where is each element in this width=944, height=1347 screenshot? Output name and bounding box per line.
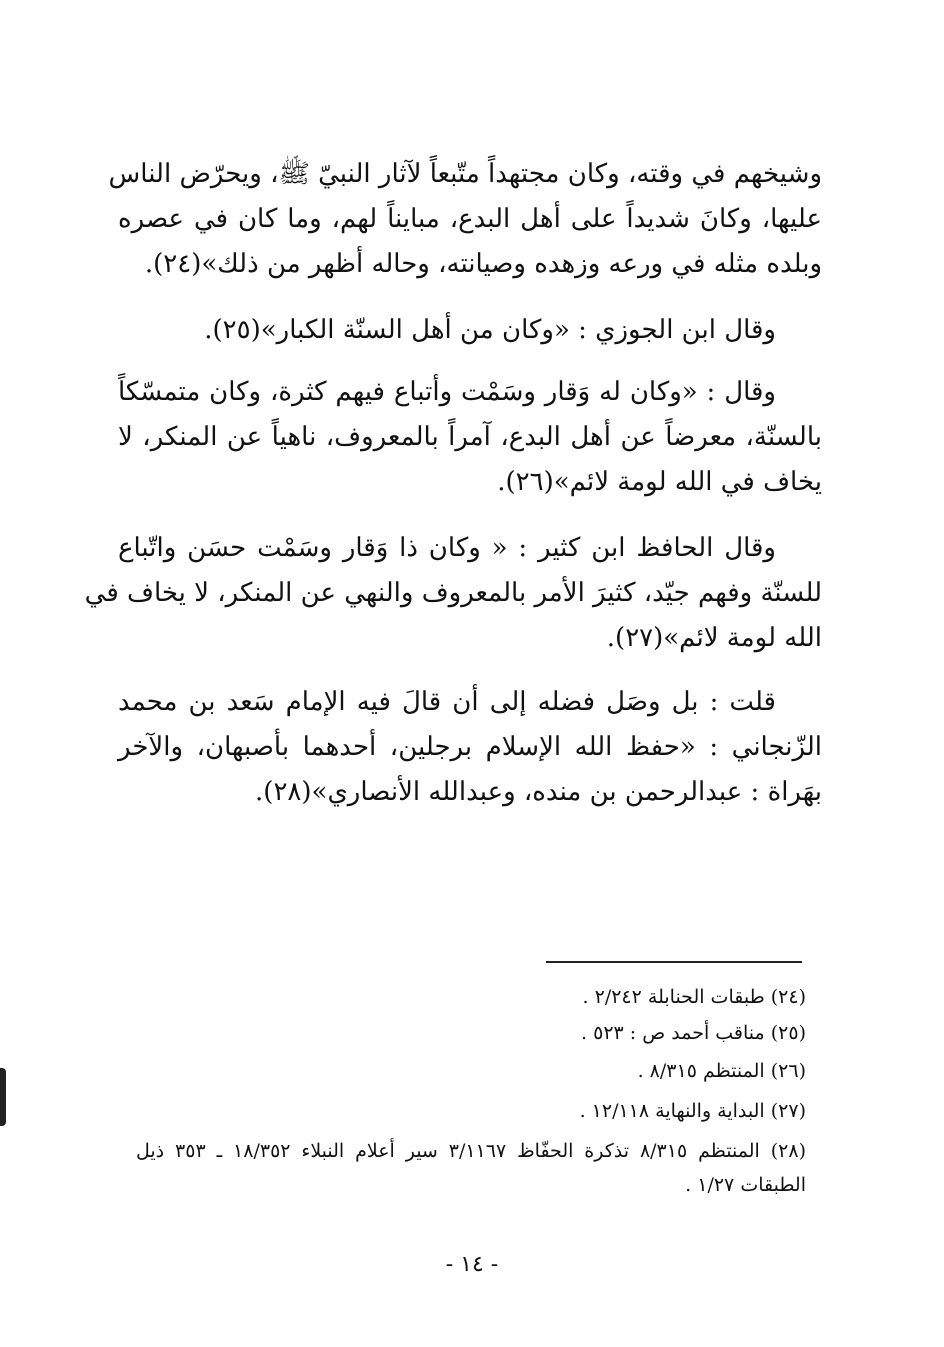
paragraph-line: وقال ابن الجوزي : «وكان من أهل السنّة الكبار»(٢٥).: [204, 315, 776, 345]
paragraph-line: وشيخهم في وقته، وكان مجتهداً متّبعاً لآثار النبيّ ﷺ، ويحرّض الناس: [108, 159, 822, 189]
page-number: - ١٤ -: [445, 1252, 499, 1277]
paragraph-2: [118, 308, 822, 353]
paragraph-4: [84, 526, 822, 661]
footnote-27: (٢٧) البداية والنهاية ١٢/١١٨ .: [579, 1100, 806, 1122]
paragraph-line: للسنّة وفهم جيّد، كثيرَ الأمر بالمعروف والنهي عن المنكر، لا يخاف في: [84, 578, 822, 608]
paragraph-line: بالسنّة، معرضاً عن أهل البدع، آمراً بالمعروف، ناهياً عن المنكر، لا: [118, 422, 822, 452]
paragraph-line: بهَراة : عبدالرحمن بن منده، وعبدالله الأنصاري»(٢٨).: [255, 777, 822, 807]
footnote-separator: [546, 961, 802, 963]
paragraph-1: [108, 152, 822, 287]
paragraph-line: الزّنجاني : «حفظ الله الإسلام برجلين، أحدهما بأصبهان، والآخر: [118, 732, 822, 762]
paragraph-line: وبلده مثله في ورعه وزهده وصيانته، وحاله أظهر من ذلك»(٢٤).: [144, 249, 822, 279]
scan-edge-mark: [0, 1068, 6, 1126]
footnote-28: (٢٨) المنتظم ٨/٣١٥ تذكرة الحفّاظ ٣/١١٦٧ سير أعلام النبلاء ١٨/٣٥٢ ـ ٣٥٣ ذيل الطبقات ١/٢٧ .: [136, 1140, 806, 1196]
paragraph-5: [118, 680, 822, 815]
paragraph-line: وقال الحافظ ابن كثير : « وكان ذا وَقار وسَمْت حسَن واتّباع: [118, 533, 776, 563]
paragraph-line: عليها، وكانَ شديداً على أهل البدع، مبايناً لهم، وما كان في عصره: [118, 204, 822, 234]
paragraph-line: يخاف في الله لومة لائم»(٢٦).: [497, 467, 822, 497]
paragraph-line: قلت : بل وصَل فضله إلى أن قالَ فيه الإمام سَعد بن محمد: [118, 687, 776, 717]
footnote-24: (٢٤) طبقات الحنابلة ٢/٢٤٢ .: [582, 986, 806, 1008]
paragraph-line: الله لومة لائم»(٢٧).: [606, 623, 822, 653]
footnote-26: (٢٦) المنتظم ٨/٣١٥ .: [637, 1060, 806, 1082]
footnote-25: (٢٥) مناقب أحمد ص : ٥٢٣ .: [581, 1022, 806, 1044]
paragraph-line: وقال : «وكان له وَقار وسَمْت وأتباع فيهم كثرة، وكان متمسّكاً: [118, 377, 776, 407]
paragraph-3: [118, 370, 822, 505]
